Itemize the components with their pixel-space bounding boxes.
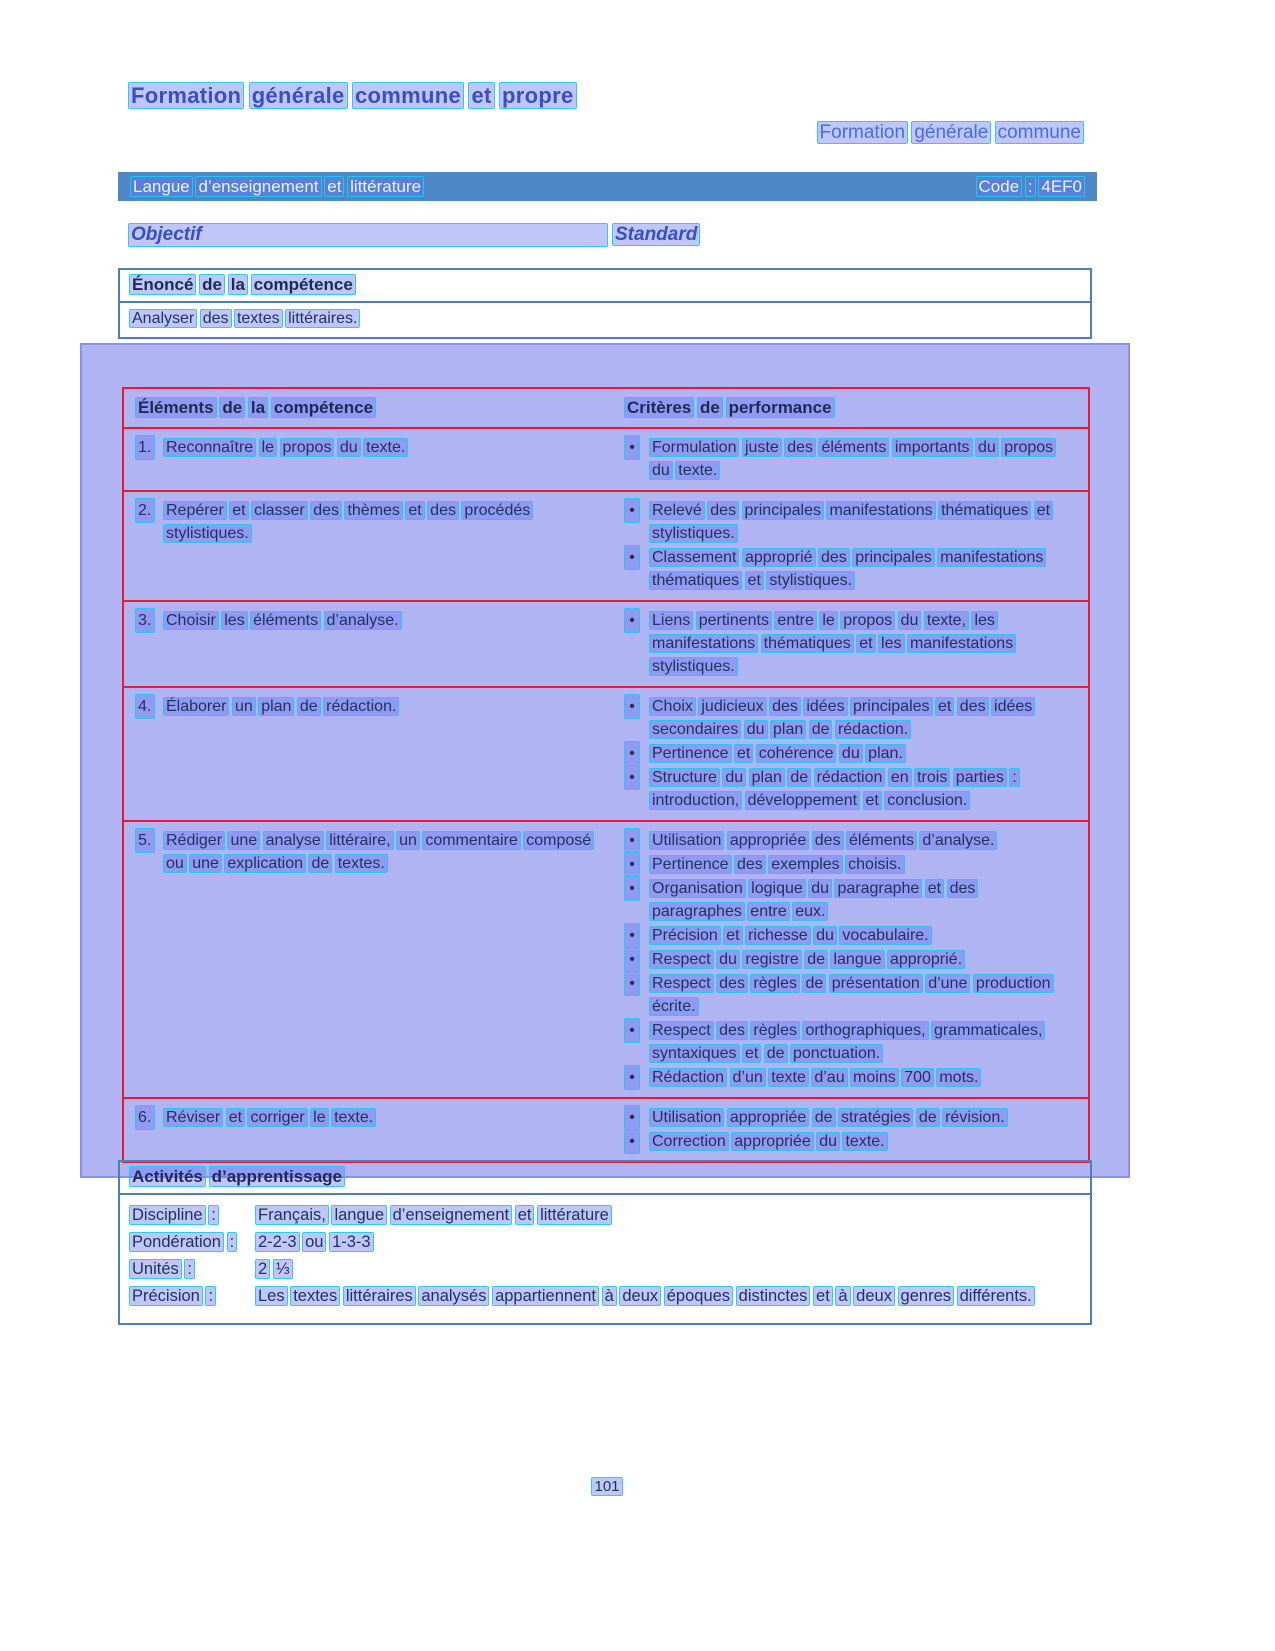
element-number: 1. [136,436,154,459]
annotation-overlay [80,343,1130,1178]
table-row [124,1099,1088,1161]
criterion-text: Pertinence des exemples choisis. [652,856,902,873]
criterion-text: Classement approprié des principales manifestations thématiques et stylistiques. [652,549,1044,589]
course-bar [118,172,1097,201]
criterion-item [625,948,1078,971]
activites-box [118,1160,1092,1325]
enonce-body: Analyser des textes littéraires. [118,303,1092,339]
table-row [124,822,1088,1099]
bullet-icon: • [625,924,639,947]
competence-table [122,387,1090,1163]
bullet-icon: • [625,546,639,569]
criterion-text: Liens pertinents entre le propos du texte, les manifestations thématiques et les manifestations stylistiques. [652,612,1014,675]
element-cell [124,822,621,1097]
bullet-icon: • [625,695,639,718]
activites-header: Activités d’apprentissage [118,1160,1092,1195]
criteria-cell [621,492,1088,600]
table-row [124,602,1088,688]
criterion-text: Utilisation appropriée de stratégies de révision. [652,1109,1005,1126]
criterion-item [625,695,1078,741]
standard-heading: Standard [615,224,698,245]
subtitle-link[interactable]: Formation générale commune [819,122,1081,143]
enonce-box [118,268,1092,339]
bullet-icon: • [625,1130,639,1153]
table-row [124,492,1088,602]
col-header-elements: Éléments de la compétence [138,398,374,417]
bullet-icon: • [625,948,639,971]
criterion-text: Formulation juste des éléments importants du propos du texte. [652,439,1054,479]
bullet-icon: • [625,972,639,995]
criterion-item [625,853,1078,876]
bullet-icon: • [625,877,639,900]
activites-body [118,1195,1092,1325]
element-number: 3. [136,609,154,632]
criterion-item [625,766,1078,812]
criterion-item [625,546,1078,592]
activity-row [130,1202,1080,1228]
activity-row [130,1256,1080,1282]
page-title: Formation générale commune et propre [131,83,574,108]
criteria-cell [621,822,1088,1097]
bullet-icon: • [625,1066,639,1089]
criterion-text: Respect du registre de langue approprié. [652,951,963,968]
criterion-text: Rédaction d’un texte d’au moins 700 mots. [652,1069,979,1086]
section-headings [129,224,1092,246]
bullet-icon: • [625,766,639,789]
criterion-item [625,609,1078,678]
table-header-row [124,389,1088,429]
element-number: 4. [136,695,154,718]
criterion-text: Structure du plan de rédaction en trois parties : introduction, développement et conclusion. [652,769,1017,809]
criterion-text: Organisation logique du paragraphe et des paragraphes entre eux. [652,880,976,920]
criterion-item [625,1106,1078,1129]
criterion-text: Précision et richesse du vocabulaire. [652,927,929,944]
activity-value: Les textes littéraires analysés appartiennent à deux époques distinctes et à deux genres différents. [258,1287,1032,1305]
criterion-text: Utilisation appropriée des éléments d’analyse. [652,832,995,849]
bullet-icon: • [625,853,639,876]
criterion-item [625,972,1078,1018]
objectif-heading: Objectif [129,224,607,246]
criterion-item [625,829,1078,852]
course-code: Code : 4EF0 [978,176,1082,196]
criterion-text: Pertinence et cohérence du plan. [652,745,903,762]
activity-label: Unités : [132,1260,192,1278]
criteria-cell [621,688,1088,820]
criterion-text: Choix judicieux des idées principales et des idées secondaires du plan de rédaction. [652,698,1033,738]
criterion-item [625,1019,1078,1065]
bullet-icon: • [625,1019,639,1042]
criterion-item [625,436,1078,482]
element-number: 5. [136,829,154,852]
element-text: Élaborer un plan de rédaction. [166,698,397,715]
course-name: Langue d’enseignement et littérature [133,176,422,196]
criteres-header-cell [621,389,1088,427]
criterion-item [625,1130,1078,1153]
page-number: 101 [594,1478,620,1495]
activity-label: Pondération : [132,1233,235,1251]
element-cell [124,492,621,600]
bullet-icon: • [625,1106,639,1129]
col-header-criteres: Critères de performance [627,398,832,417]
bullet-icon: • [625,829,639,852]
element-text: Reconnaître le propos du texte. [166,439,406,456]
activity-label: Précision : [132,1287,214,1305]
criterion-text: Correction appropriée du texte. [652,1133,885,1150]
bullet-icon: • [625,499,639,522]
activity-value: Français, langue d’enseignement et littérature [258,1206,609,1224]
criterion-item [625,742,1078,765]
element-number: 6. [136,1106,154,1129]
bullet-icon: • [625,436,639,459]
criteria-cell [621,602,1088,686]
activity-value: 2-2-3 ou 1-3-3 [258,1233,371,1251]
page-number-container [0,1478,1214,1495]
element-number: 2. [136,499,154,522]
activity-value: 2 ⅓ [258,1260,290,1278]
criterion-item [625,924,1078,947]
table-row [124,429,1088,492]
activity-row [130,1283,1080,1309]
element-cell [124,688,621,820]
enonce-header: Énoncé de la compétence [118,268,1092,303]
activity-row [130,1229,1080,1255]
element-text: Réviser et corriger le texte. [166,1109,374,1126]
element-cell [124,602,621,686]
element-cell [124,429,621,490]
criterion-text: Relevé des principales manifestations thématiques et stylistiques. [652,502,1051,542]
bullet-icon: • [625,742,639,765]
activity-label: Discipline : [132,1206,216,1224]
criteria-cell [621,1099,1088,1161]
criteria-cell [621,429,1088,490]
criterion-text: Respect des règles de présentation d’une production écrite. [652,975,1051,1015]
element-text: Rédiger une analyse littéraire, un commentaire composé ou une explication de textes. [166,832,592,872]
criterion-item [625,499,1078,545]
element-text: Choisir les éléments d’analyse. [166,612,399,629]
table-row [124,688,1088,822]
elements-header-cell [124,389,621,427]
bullet-icon: • [625,609,639,632]
criterion-item [625,1066,1078,1089]
criterion-text: Respect des règles orthographiques, grammaticales, syntaxiques et de ponctuation. [652,1022,1043,1062]
element-text: Repérer et classer des thèmes et des procédés stylistiques. [166,502,531,542]
criterion-item [625,877,1078,923]
element-cell [124,1099,621,1161]
